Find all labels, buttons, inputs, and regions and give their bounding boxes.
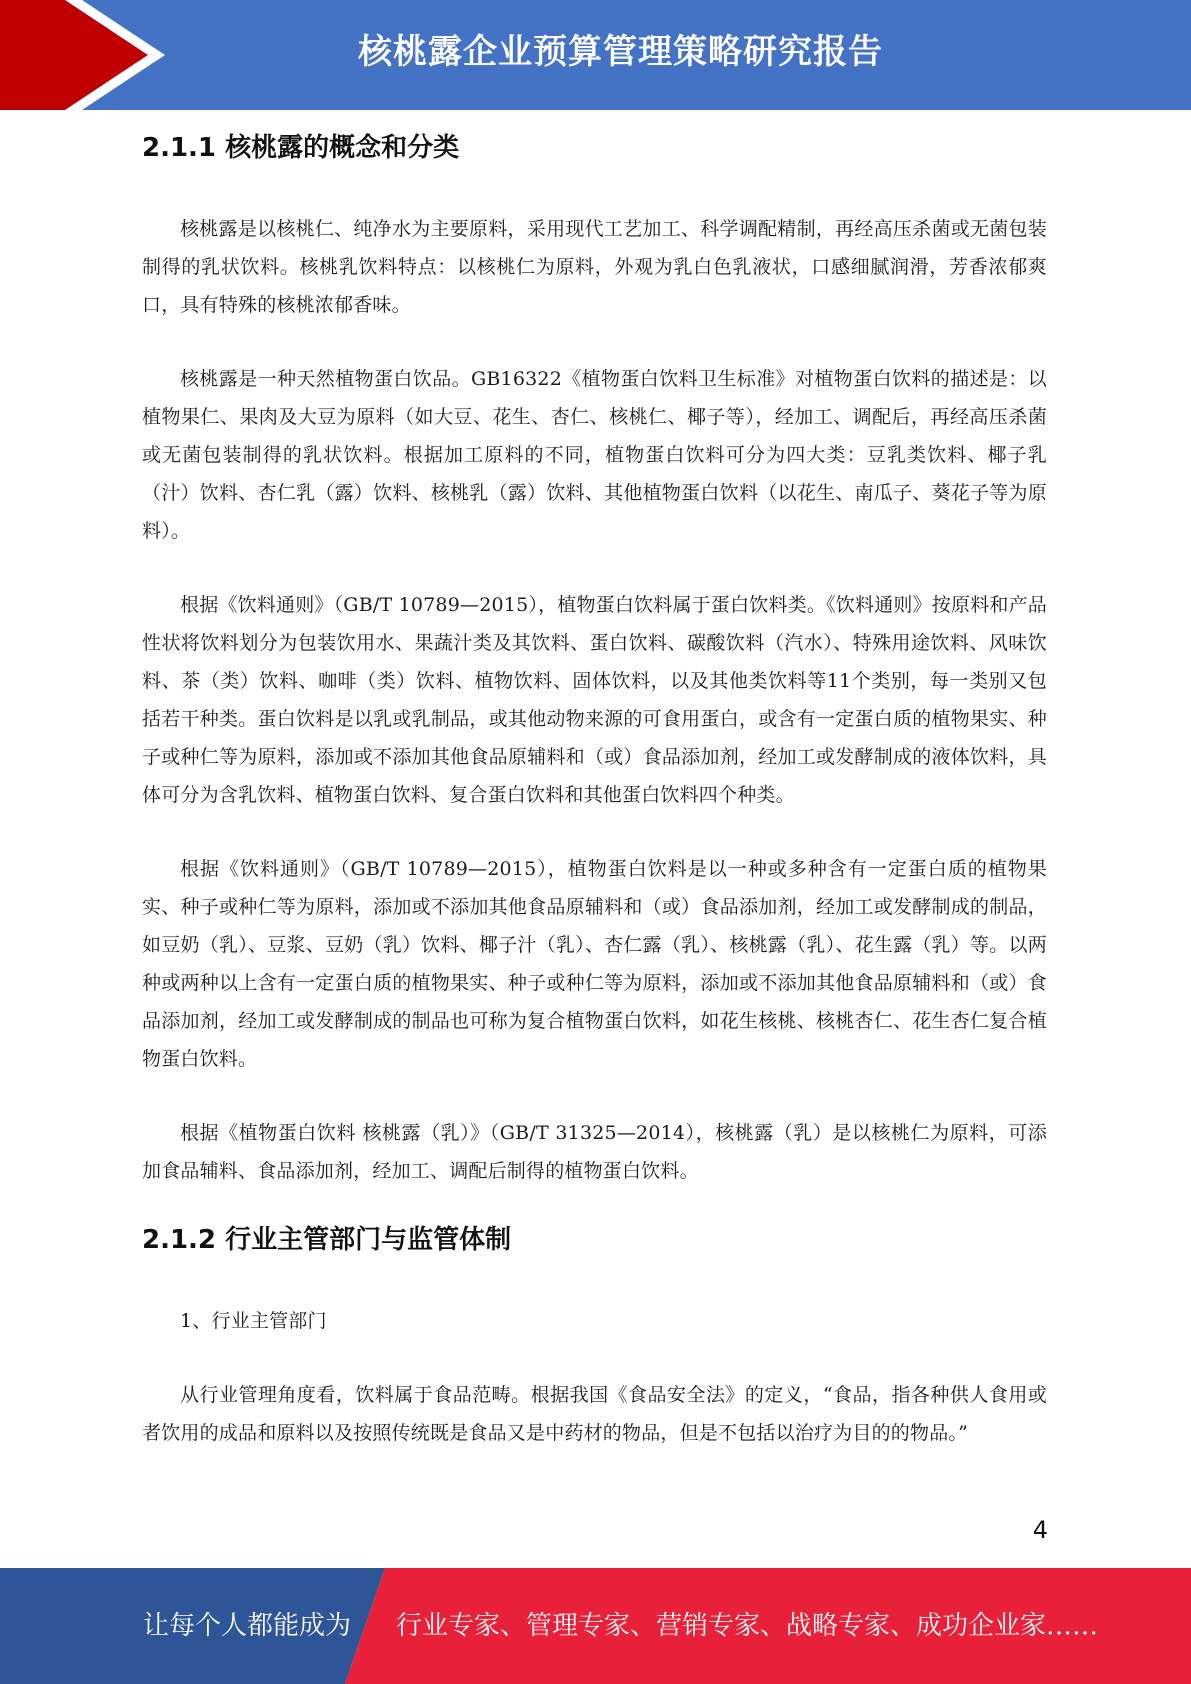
page-header <box>0 0 1191 110</box>
footer-slogan-right: 行业专家、管理专家、营销专家、战略专家、成功企业家…… <box>396 1611 1099 1641</box>
page-number: 4 <box>1032 1516 1048 1544</box>
paragraph: 核桃露是以核桃仁、纯净水为主要原料，采用现代工艺加工、科学调配精制，再经高压杀菌或无菌包装制得的乳状饮料。核桃乳饮料特点：以核桃仁为原料，外观为乳白色乳液状，口感细腻润滑，芳香浓郁爽口，具有特殊的核桃浓郁香味。 <box>142 218 1047 316</box>
report-title: 核桃露企业预算管理策略研究报告 <box>358 32 883 72</box>
paragraph: 1、行业主管部门 <box>180 1310 327 1332</box>
document-body <box>142 118 1047 1452</box>
section-heading-2: 2.1.2 行业主管部门与监管体制 <box>142 1225 512 1255</box>
header-red-chevron <box>0 0 148 110</box>
page-footer <box>0 1568 1191 1684</box>
footer-slogan-left: 让每个人都能成为 <box>143 1611 352 1641</box>
paragraph: 根据《饮料通则》（GB/T 10789—2015），植物蛋白饮料属于蛋白饮料类。《饮料通则》按原料和产品性状将饮料划分为包装饮用水、果蔬汁类及其饮料、蛋白饮料、碳酸饮料（汽水）、特殊用途饮料、风味饮料、茶（类）饮料、咖啡（类）饮料、植物饮料、固体饮料，以及其他类饮料等11个类别，每一类别又包括若干种类。蛋白饮料是以乳或乳制品，或其他动物来源的可食用蛋白，或含有一定蛋白质的植物果实、种子或种仁等为原料，添加或不添加其他食品原辅料和（或）食品添加剂，经加工或发酵制成的液体饮料，具体可分为含乳饮料、植物蛋白饮料、复合蛋白饮料和其他蛋白饮料四个种类。 <box>142 594 1047 806</box>
paragraph: 根据《饮料通则》（GB/T 10789—2015），植物蛋白饮料是以一种或多种含有一定蛋白质的植物果实、种子或种仁等为原料，添加或不添加其他食品原辅料和（或）食品添加剂，经加工或发酵制成的制品，如豆奶（乳）、豆浆、豆奶（乳）饮料、椰子汁（乳）、杏仁露（乳）、核桃露（乳）、花生露（乳）等。以两种或两种以上含有一定蛋白质的植物果实、种子或种仁等为原料，添加或不添加其他食品原辅料和（或）食品添加剂，经加工或发酵制成的制品也可称为复合植物蛋白饮料，如花生核桃、核桃杏仁、花生杏仁复合植物蛋白饮料。 <box>142 858 1047 1070</box>
paragraph: 核桃露是一种天然植物蛋白饮品。GB16322《植物蛋白饮料卫生标准》对植物蛋白饮料的描述是：以植物果仁、果肉及大豆为原料（如大豆、花生、杏仁、核桃仁、椰子等），经加工、调配后，再经高压杀菌或无菌包装制得的乳状饮料。根据加工原料的不同，植物蛋白饮料可分为四大类：豆乳类饮料、椰子乳（汁）饮料、杏仁乳（露）饮料、核桃乳（露）饮料、其他植物蛋白饮料（以花生、南瓜子、葵花子等为原料）。 <box>142 368 1047 542</box>
paragraph: 从行业管理角度看，饮料属于食品范畴。根据我国《食品安全法》的定义，“食品，指各种供人食用或者饮用的成品和原料以及按照传统既是食品又是中药材的物品，但是不包括以治疗为目的的物品。” <box>142 1384 1047 1444</box>
paragraph: 根据《植物蛋白饮料 核桃露（乳）》（GB/T 31325—2014），核桃露（乳）是以核桃仁为原料，可添加食品辅料、食品添加剂，经加工、调配后制得的植物蛋白饮料。 <box>142 1122 1047 1182</box>
section-heading-1: 2.1.1 核桃露的概念和分类 <box>142 133 460 163</box>
